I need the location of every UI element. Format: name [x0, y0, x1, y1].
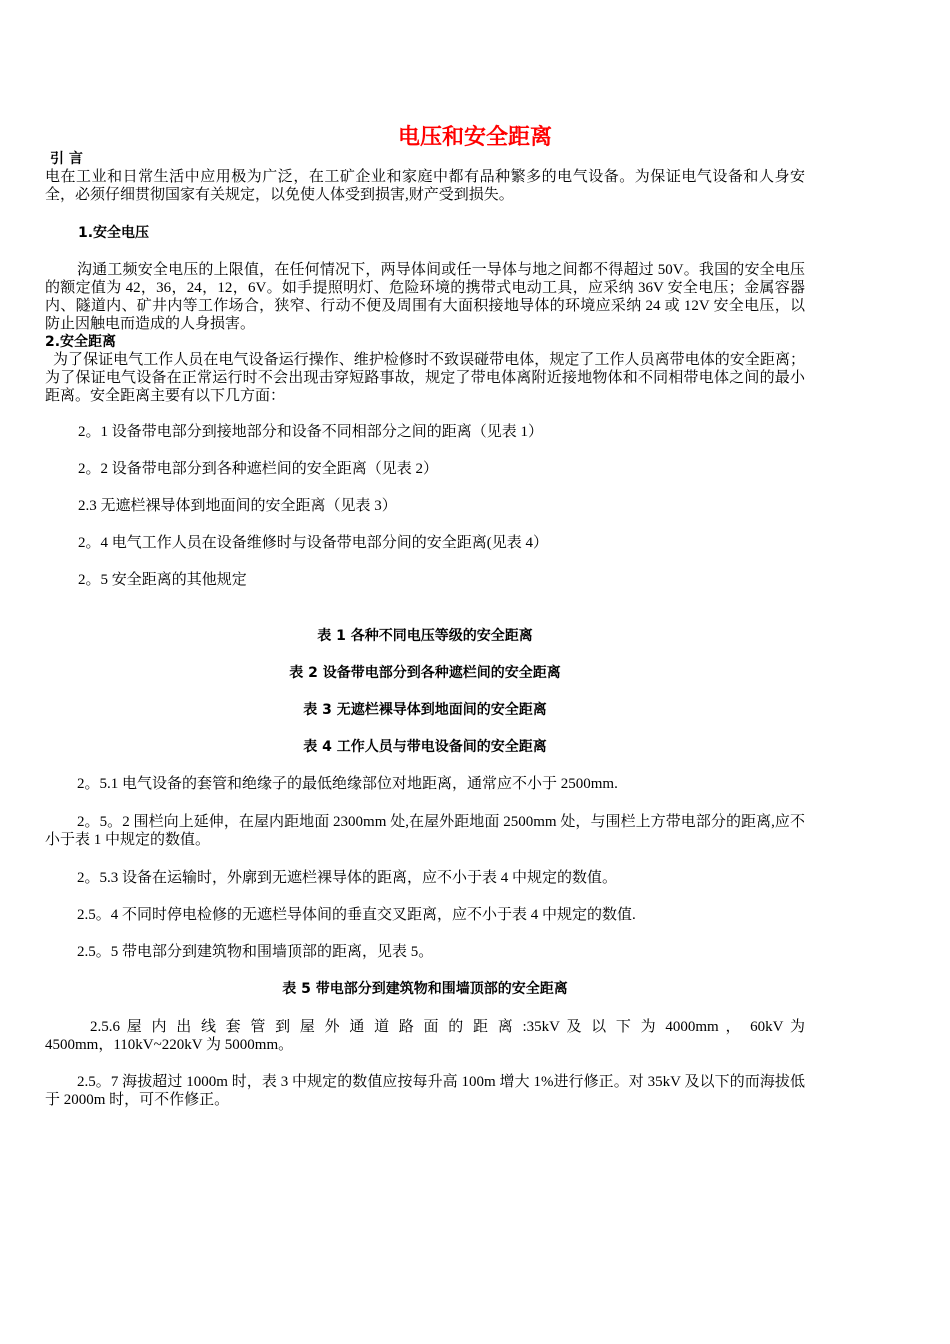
section2-item-4: 2。4 电气工作人员在设备维修时与设备带电部分间的安全距离(见表 4）: [78, 535, 548, 551]
section2-item-5: 2。5 安全距离的其他规定: [78, 572, 247, 588]
section2-paragraph: 为了保证电气工作人员在电气设备运行操作、维护检修时不致误碰带电体，规定了工作人员离带电体的安全距离；为了保证电气设备在正常运行时不会出现击穿短路事故，规定了带电体离附近接地物体和不同相带电体之间的最小距离。安全距离主要有以下几方面：: [45, 352, 805, 404]
rule-2-5-5: 2.5。5 带电部分到建筑物和围墙顶部的距离，见表 5。: [77, 944, 434, 960]
table-3-caption: 表 3 无遮栏裸导体到地面间的安全距离: [303, 702, 547, 718]
table-5-caption: 表 5 带电部分到建筑物和围墙顶部的安全距离: [282, 981, 568, 997]
rule-2-5-1: 2。5.1 电气设备的套管和绝缘子的最低绝缘部位对地距离，通常应不小于 2500mm.: [77, 776, 618, 792]
rule-2-5-4: 2.5。4 不同时停电检修的无遮栏导体间的垂直交叉距离，应不小于表 4 中规定的数值.: [77, 907, 636, 923]
rule-2-5-2: 2。5。2 围栏向上延伸，在屋内距地面 2300mm 处,在屋外距地面 2500mm 处，与围栏上方带电部分的距离,应不小于表 1 中规定的数值。: [45, 814, 805, 848]
page-title: 电压和安全距离: [397, 124, 552, 149]
section2-item-1: 2。1 设备带电部分到接地部分和设备不同相部分之间的距离（见表 1）: [78, 424, 544, 440]
rule-2-5-7: 2.5。7 海拔超过 1000m 时，表 3 中规定的数值应按每升高 100m 增大 1%进行修正。对 35kV 及以下的而海拔低于 2000m 时，可不作修正。: [45, 1074, 805, 1108]
rule-2-5-6-line1: 2.5.6 屋 内 出 线 套 管 到 屋 外 通 道 路 面 的 距 离 :35kV 及 以 下 为 4000mm ， 60kV 为: [90, 1019, 805, 1035]
intro-paragraph: 电在工业和日常生活中应用极为广泛，在工矿企业和家庭中都有品种繁多的电气设备。为保证电气设备和人身安全，必须仔细贯彻国家有关规定，以免使人体受到损害,财产受到损失。: [45, 169, 805, 203]
section1-heading: 1.安全电压: [78, 225, 150, 241]
rule-2-5-6-line2: 4500mm，110kV~220kV 为 5000mm。: [45, 1037, 294, 1053]
section1-paragraph: 沟通工频安全电压的上限值，在任何情况下，两导体间或任一导体与地之间都不得超过 50V。我国的安全电压的额定值为 42，36，24，12，6V。如手提照明灯、危险环境的携带式电动工具，应采纳 36V 安全电压；金属容器内、隧道内、矿井内等工作场合，狭窄、行动不便及周围有大面积接地导体的环境应采纳 24 或 12V 安全电压，以防止因触电而造成的人身损害。: [45, 262, 805, 332]
section2-item-2: 2。2 设备带电部分到各种遮栏间的安全距离（见表 2）: [78, 461, 439, 477]
table-2-caption: 表 2 设备带电部分到各种遮栏间的安全距离: [289, 665, 561, 681]
table-4-caption: 表 4 工作人员与带电设备间的安全距离: [303, 739, 547, 755]
section2-item-3: 2.3 无遮栏裸导体到地面间的安全距离（见表 3）: [78, 498, 397, 514]
intro-heading: 引 言: [50, 151, 83, 167]
table-1-caption: 表 1 各种不同电压等级的安全距离: [317, 628, 533, 644]
section2-heading: 2.安全距离: [45, 334, 117, 350]
rule-2-5-3: 2。5.3 设备在运输时，外廓到无遮栏裸导体的距离，应不小于表 4 中规定的数值。: [77, 870, 618, 886]
